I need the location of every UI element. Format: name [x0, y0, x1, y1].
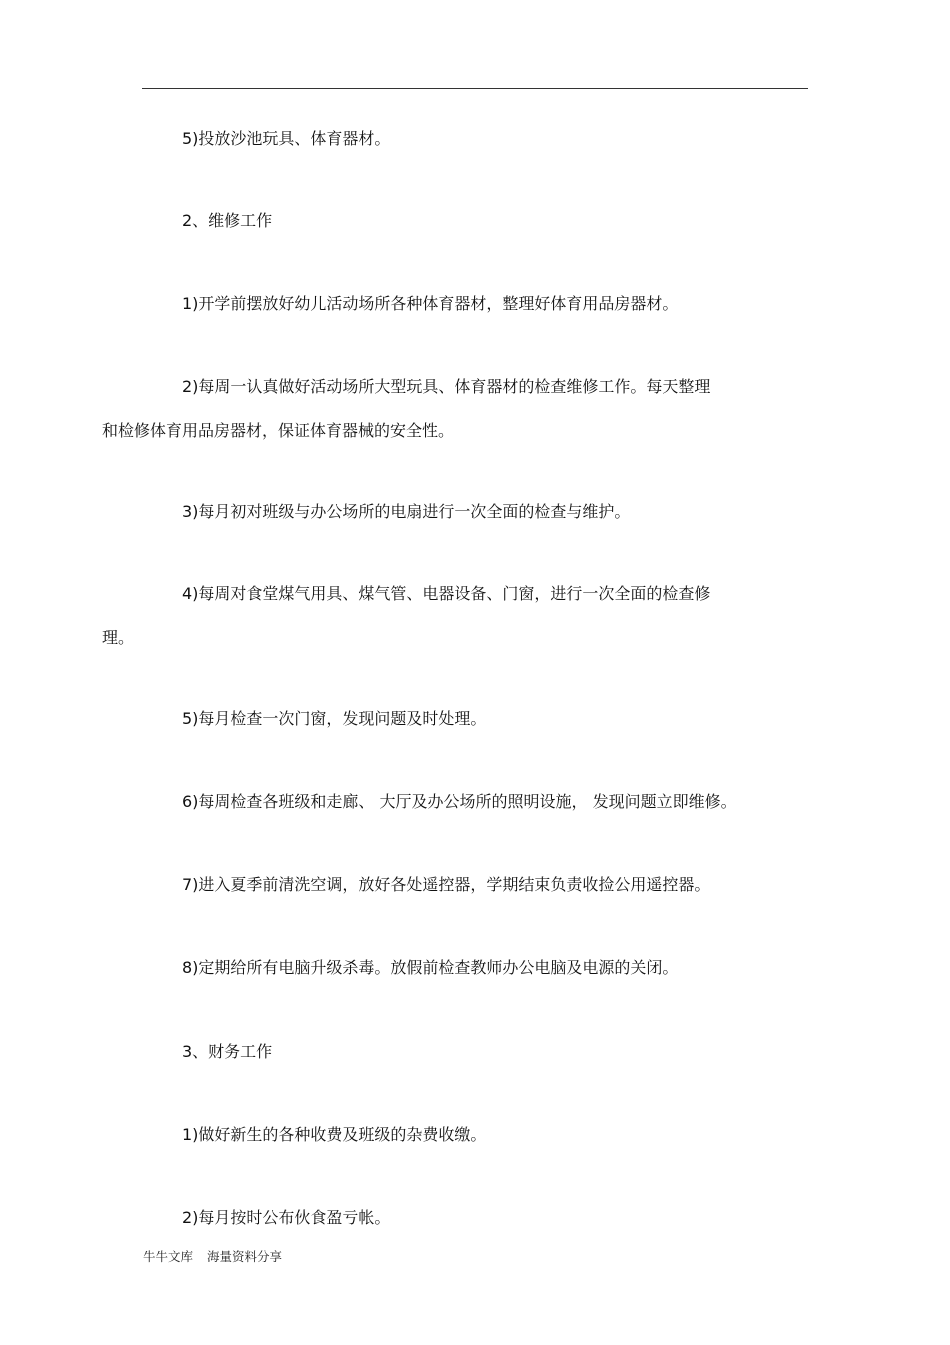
paragraph	[102, 572, 808, 660]
paragraph	[142, 117, 808, 161]
paragraph	[142, 490, 808, 534]
section-heading	[142, 1030, 808, 1074]
footer-slogan: 海量资料分享	[207, 1249, 283, 1264]
paragraph-line: 6)每周检查各班级和走廊、 大厅及办公场所的照明设施， 发现问题立即维修。	[182, 792, 737, 811]
paragraph-line: 2)每周一认真做好活动场所大型玩具、体育器材的检查维修工作。每天整理	[182, 377, 711, 396]
paragraph	[142, 282, 808, 326]
paragraph-line: 4)每周对食堂煤气用具、煤气管、电器设备、门窗，进行一次全面的检查修	[182, 584, 711, 603]
paragraph	[142, 780, 808, 824]
section-heading	[142, 199, 808, 243]
paragraph	[102, 365, 808, 453]
paragraph-line: 和检修体育用品房器材，保证体育器械的安全性。	[102, 421, 455, 440]
page-footer	[143, 1249, 282, 1265]
header-rule	[142, 88, 808, 89]
paragraph	[142, 697, 808, 741]
paragraph-line: 理。	[102, 628, 135, 647]
paragraph	[142, 863, 808, 907]
paragraph-line: 3)每月初对班级与办公场所的电扇进行一次全面的检查与维护。	[182, 502, 631, 521]
footer-site-name: 牛牛文库	[143, 1249, 194, 1264]
paragraph-line: 1)做好新生的各种收费及班级的杂费收缴。	[182, 1125, 487, 1144]
paragraph-line: 1)开学前摆放好幼儿活动场所各种体育器材，整理好体育用品房器材。	[182, 294, 679, 313]
paragraph-line: 5)每月检查一次门窗，发现问题及时处理。	[182, 709, 487, 728]
paragraph	[142, 946, 808, 990]
paragraph-line: 5)投放沙池玩具、体育器材。	[182, 129, 391, 148]
paragraph-line: 8)定期给所有电脑升级杀毒。放假前检查教师办公电脑及电源的关闭。	[182, 958, 679, 977]
paragraph	[142, 1113, 808, 1157]
paragraph-line: 2)每月按时公布伙食盈亏帐。	[182, 1208, 391, 1227]
paragraph-line: 7)进入夏季前清洗空调，放好各处遥控器，学期结束负责收捡公用遥控器。	[182, 875, 711, 894]
paragraph	[142, 1196, 808, 1240]
paragraph-line: 2、维修工作	[182, 211, 273, 230]
paragraph-line: 3、财务工作	[182, 1042, 273, 1061]
